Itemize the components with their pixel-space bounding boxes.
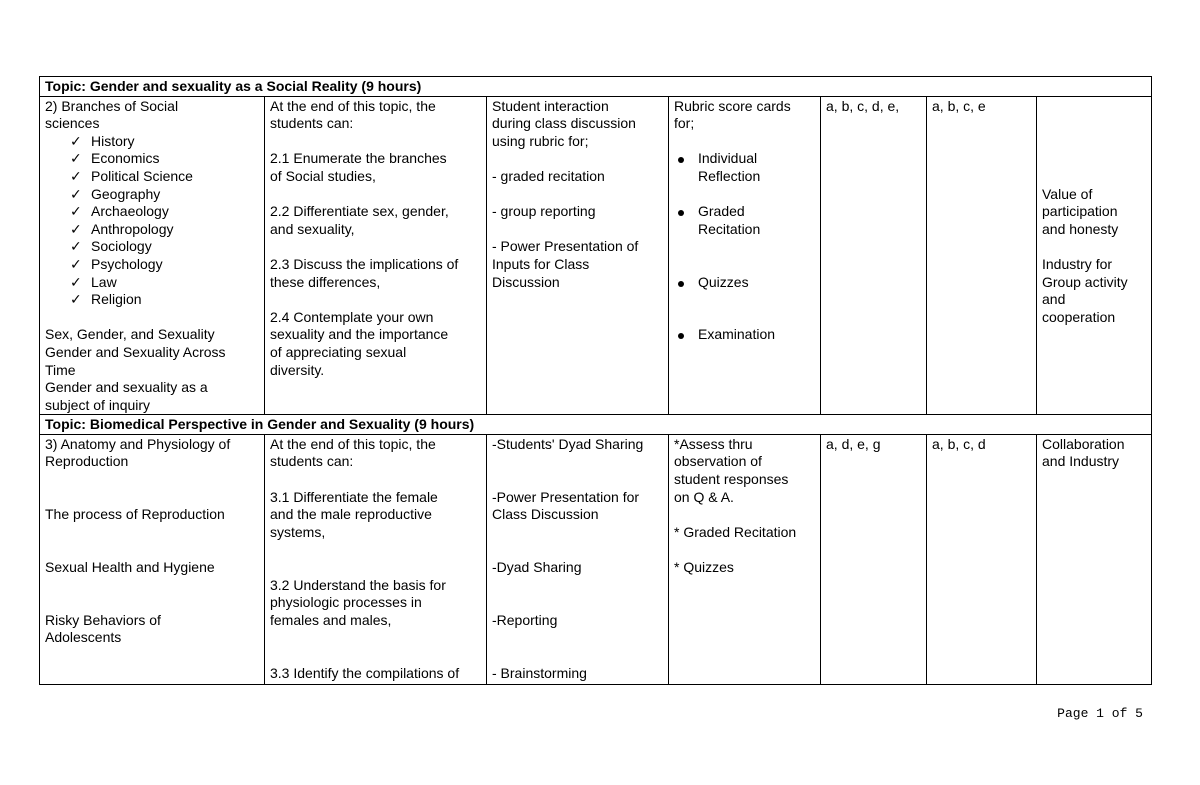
content-line: 3) Anatomy and Physiology of [45, 435, 231, 452]
bullet-icon [678, 210, 684, 216]
assessment-bullet: Individual Reflection [674, 150, 815, 185]
branch-item: ✓ Religion [70, 291, 142, 308]
assessment-line: *Assess thru [674, 435, 753, 452]
activity-line: - graded recitation [492, 167, 605, 184]
check-icon: ✓ [70, 203, 82, 220]
outcome-line: of Social studies, [270, 167, 376, 184]
branches-list [45, 133, 259, 309]
outcome-line: and sexuality, [270, 220, 355, 237]
value-line: and [1042, 291, 1066, 308]
topic1-assessment-cell: Rubric score cards for; Individual Reflection Graded Recitation Quizzes Examination [669, 96, 821, 415]
outcome-line: 2.3 Discuss the implications of [270, 255, 459, 272]
value-line: Value of [1042, 185, 1093, 202]
value-line: Industry for [1042, 255, 1113, 272]
assessment-line: observation of [674, 453, 762, 470]
page-number: Page 1 of 5 [1057, 706, 1143, 721]
branch-item: ✓ Economics [70, 150, 160, 167]
activity-line: - group reporting [492, 203, 596, 220]
syllabus-table [39, 76, 1152, 685]
activity-line: -Power Presentation for [492, 488, 640, 505]
assessment-line: * Graded Recitation [674, 523, 797, 540]
outcome-line: these differences, [270, 273, 381, 290]
topic2-heading: Topic: Biomedical Perspective in Gender and Sexuality (9 hours) [40, 415, 1152, 435]
value-line: and honesty [1042, 220, 1119, 237]
topic2-values-cell [1037, 434, 1152, 684]
check-icon: ✓ [70, 132, 82, 149]
outcome-line: and the male reproductive [270, 506, 432, 523]
branch-item: ✓ Geography [70, 185, 161, 202]
outcome-line: of appreciating sexual [270, 343, 407, 360]
activity-line: - Power Presentation of [492, 238, 639, 255]
activity-line: Class Discussion [492, 506, 599, 523]
value-line: and Industry [1042, 453, 1120, 470]
branch-item: ✓ Psychology [70, 255, 163, 272]
check-icon: ✓ [70, 273, 82, 290]
subtopic-line: Gender and sexuality as a [45, 379, 208, 396]
check-icon: ✓ [70, 185, 82, 202]
activity-line: Inputs for Class [492, 255, 590, 272]
topic1-values-cell [1037, 96, 1152, 415]
outcome-line: 2.4 Contemplate your own [270, 308, 434, 325]
branch-item: ✓ Archaeology [70, 203, 169, 220]
check-icon: ✓ [70, 291, 82, 308]
value-line: cooperation [1042, 308, 1116, 325]
subtopic-line: Time [45, 361, 76, 378]
topic1-col5-cell: a, b, c, d, e, [821, 96, 927, 415]
topic2-col6-cell: a, b, c, d [927, 434, 1037, 684]
topic2-content-cell [40, 434, 265, 684]
assessment-bullet: Examination [674, 326, 815, 344]
value-line: participation [1042, 203, 1118, 220]
activity-line: -Students' Dyad Sharing [492, 435, 644, 452]
branch-item: ✓ History [70, 132, 135, 149]
topic1-row [40, 96, 1152, 415]
branch-item: ✓ Sociology [70, 238, 152, 255]
topic1-activities-cell: Student interaction during class discussion using rubric for; - graded recitation - group reporting - Power Presentation of Inputs for Class Discussion [487, 96, 669, 415]
value-line: Group activity [1042, 273, 1128, 290]
branch-item: ✓ Political Science [70, 167, 193, 184]
bullet-icon [678, 333, 684, 339]
branch-item: ✓ Law [70, 273, 117, 290]
content-line: Adolescents [45, 629, 122, 646]
topic1-header-row [40, 77, 1152, 97]
outcome-line: diversity. [270, 361, 325, 378]
content-line: sciences [45, 115, 100, 132]
outcome-line: 2.2 Differentiate sex, gender, [270, 203, 449, 220]
topic1-heading: Topic: Gender and sexuality as a Social Reality (9 hours) [40, 77, 1152, 97]
outcome-line: 3.1 Differentiate the female [270, 488, 438, 505]
outcome-line: 3.3 Identify the compilations of [270, 664, 460, 681]
assessment-bullet: Quizzes [674, 274, 815, 292]
topic2-row [40, 434, 1152, 684]
topic1-content-cell [40, 96, 265, 415]
outcome-line: systems, [270, 523, 326, 540]
topic2-col5-cell: a, d, e, g [821, 434, 927, 684]
content-line: Reproduction [45, 453, 129, 470]
activity-line: -Dyad Sharing [492, 559, 582, 576]
bullet-icon [678, 281, 684, 287]
subtopic-line: Gender and Sexuality Across [45, 343, 226, 360]
check-icon: ✓ [70, 238, 82, 255]
outcome-line: physiologic processes in [270, 594, 422, 611]
outcome-line: 3.2 Understand the basis for [270, 576, 446, 593]
assessment-bullet: Graded Recitation [674, 203, 815, 238]
activity-line: Discussion [492, 273, 560, 290]
topic2-header-row [40, 415, 1152, 435]
check-icon: ✓ [70, 167, 82, 184]
subtopic-line: subject of inquiry [45, 396, 151, 413]
content-line: Risky Behaviors of [45, 611, 161, 628]
check-icon: ✓ [70, 255, 82, 272]
activity-line: -Reporting [492, 611, 558, 628]
content-line: 2) Branches of Social [45, 97, 179, 114]
outcome-line: females and males, [270, 611, 392, 628]
activity-line: - Brainstorming [492, 664, 587, 681]
topic1-col6-cell: a, b, c, e [927, 96, 1037, 415]
check-icon: ✓ [70, 220, 82, 237]
topic2-activities-cell [487, 434, 669, 684]
branch-item: ✓ Anthropology [70, 220, 174, 237]
bullet-icon [678, 157, 684, 163]
topic2-assessment-cell [669, 434, 821, 684]
outcome-line: sexuality and the importance [270, 326, 449, 343]
outcome-line: 2.1 Enumerate the branches [270, 150, 447, 167]
subtopic-line: Sex, Gender, and Sexuality [45, 326, 215, 343]
topic1-outcomes-cell: At the end of this topic, the students can: 2.1 Enumerate the branches of Social studies, 2.2 Differentiate sex, gender, and sexuality, 2.3 Discuss the implications of these differences, 2.4 Contemplate your own sexuality and the importance of appreciating sexual diversity. [265, 96, 487, 415]
topic2-outcomes-cell: At the end of this topic, the students can: 3.1 Differentiate the female and the male reproductive systems, 3.2 Understand the basis for physiologic processes in females and males, 3.3 Identify the compilations of [265, 434, 487, 684]
content-line: Sexual Health and Hygiene [45, 559, 215, 576]
assessment-line: student responses [674, 471, 789, 488]
assessment-line: on Q & A. [674, 488, 734, 505]
check-icon: ✓ [70, 150, 82, 167]
content-line: The process of Reproduction [45, 506, 225, 523]
assessment-line: * Quizzes [674, 559, 734, 576]
value-line: Collaboration [1042, 435, 1125, 452]
